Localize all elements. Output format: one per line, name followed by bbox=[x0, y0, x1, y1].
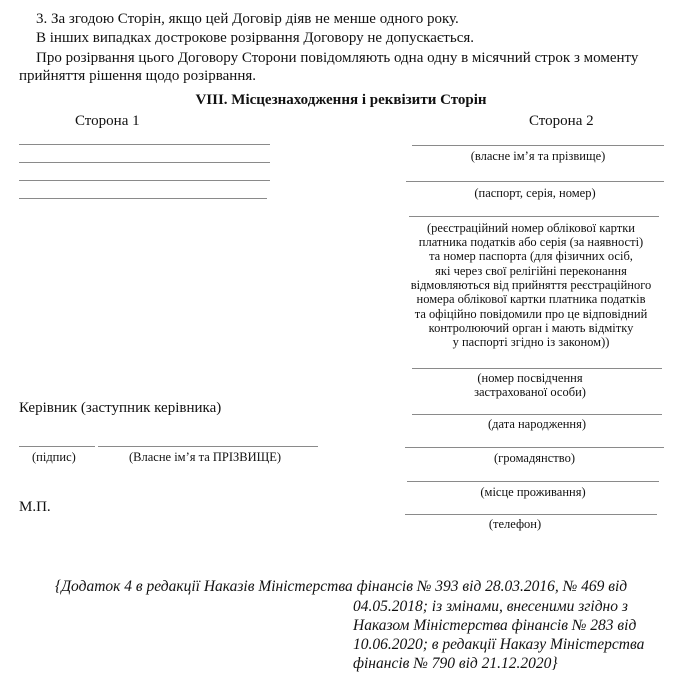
party-2-passport-line[interactable] bbox=[406, 181, 664, 182]
footnote-line-1: {Додаток 4 в редакції Наказів Міністерства фінансів № 393 від 28.03.2016, № 469 від bbox=[55, 578, 628, 595]
party-2-tax-id-caption-line: платника податків або серія (за наявності) bbox=[418, 235, 644, 249]
party-1-blank-line[interactable] bbox=[19, 144, 270, 145]
party-2-residence-caption: (місце проживання) bbox=[480, 485, 586, 499]
footnote-line-5: фінансів № 790 від 21.12.2020} bbox=[353, 655, 558, 672]
party-2-birth-date-line[interactable] bbox=[412, 414, 662, 415]
party-2-heading: Сторона 2 bbox=[529, 113, 594, 129]
party-2-tax-id-caption-line: у паспорті згідно із законом)) bbox=[452, 335, 610, 349]
party-2-insurance-id-caption-line: (номер посвідчення bbox=[477, 371, 583, 385]
footnote-line-3: Наказом Міністерства фінансів № 283 від bbox=[353, 617, 637, 634]
party-2-tax-id-caption-line: номера облікової картки платника податків bbox=[416, 292, 646, 306]
name-line[interactable] bbox=[98, 446, 318, 447]
party-2-tax-id-caption-line: (реєстраційний номер облікової картки bbox=[427, 221, 635, 235]
party-2-tax-id-caption-line: та офіційно повідомили про це відповідний bbox=[414, 307, 648, 321]
section-title: VIII. Місцезнаходження і реквізити Сторін bbox=[195, 92, 487, 108]
paragraph-notification-line-2: прийняття рішення щодо розірвання. bbox=[19, 68, 256, 84]
party-2-tax-id-caption-line: відмовляються від прийняття реєстраційного bbox=[410, 278, 652, 292]
party-2-phone-line[interactable] bbox=[405, 514, 657, 515]
footnote-line-2: 04.05.2018; із змінами, внесеними згідно з bbox=[353, 598, 628, 615]
party-1-blank-line[interactable] bbox=[19, 162, 270, 163]
party-1-head-label: Керівник (заступник керівника) bbox=[19, 400, 222, 416]
paragraph-notification-line-1: Про розірвання цього Договору Сторони повідомляють одна одну в місячний строк з моменту bbox=[36, 50, 639, 66]
party-2-tax-id-caption-line: контролюючий орган і мають відмітку bbox=[428, 321, 634, 335]
party-2-birth-date-caption: (дата народження) bbox=[487, 417, 587, 431]
party-2-name-line[interactable] bbox=[412, 145, 664, 146]
party-2-citizenship-line[interactable] bbox=[405, 447, 664, 448]
party-2-tax-id-line[interactable] bbox=[409, 216, 659, 217]
party-2-citizenship-caption: (громадянство) bbox=[494, 451, 575, 465]
footnote-line-4: 10.06.2020; в редакції Наказу Міністерства bbox=[353, 636, 645, 653]
party-2-tax-id-caption-line: та номер паспорта (для фізичних осіб, bbox=[429, 249, 633, 263]
stamp-label: М.П. bbox=[19, 499, 51, 515]
paragraph-termination-by-agreement: 3. За згодою Сторін, якщо цей Договір діяв не менше одного року. bbox=[36, 11, 459, 27]
name-caption: (Власне ім’я та ПРІЗВИЩЕ) bbox=[129, 450, 282, 464]
party-2-insurance-id-caption-line: застрахованої особи) bbox=[474, 385, 586, 399]
signature-line[interactable] bbox=[19, 446, 95, 447]
party-1-blank-line[interactable] bbox=[19, 198, 267, 199]
party-2-phone-caption: (телефон) bbox=[488, 517, 542, 531]
party-2-insurance-id-line[interactable] bbox=[412, 368, 662, 369]
signature-caption: (підпис) bbox=[32, 450, 76, 464]
party-1-heading: Сторона 1 bbox=[75, 113, 140, 129]
party-2-name-caption: (власне ім’я та прізвище) bbox=[470, 149, 606, 163]
party-2-tax-id-caption-line: які через свої релігійні переконання bbox=[435, 264, 627, 278]
party-1-blank-line[interactable] bbox=[19, 180, 270, 181]
party-2-residence-line[interactable] bbox=[407, 481, 659, 482]
paragraph-early-termination: В інших випадках дострокове розірвання Договору не допускається. bbox=[36, 30, 474, 46]
party-2-passport-caption: (паспорт, серія, номер) bbox=[474, 186, 596, 200]
